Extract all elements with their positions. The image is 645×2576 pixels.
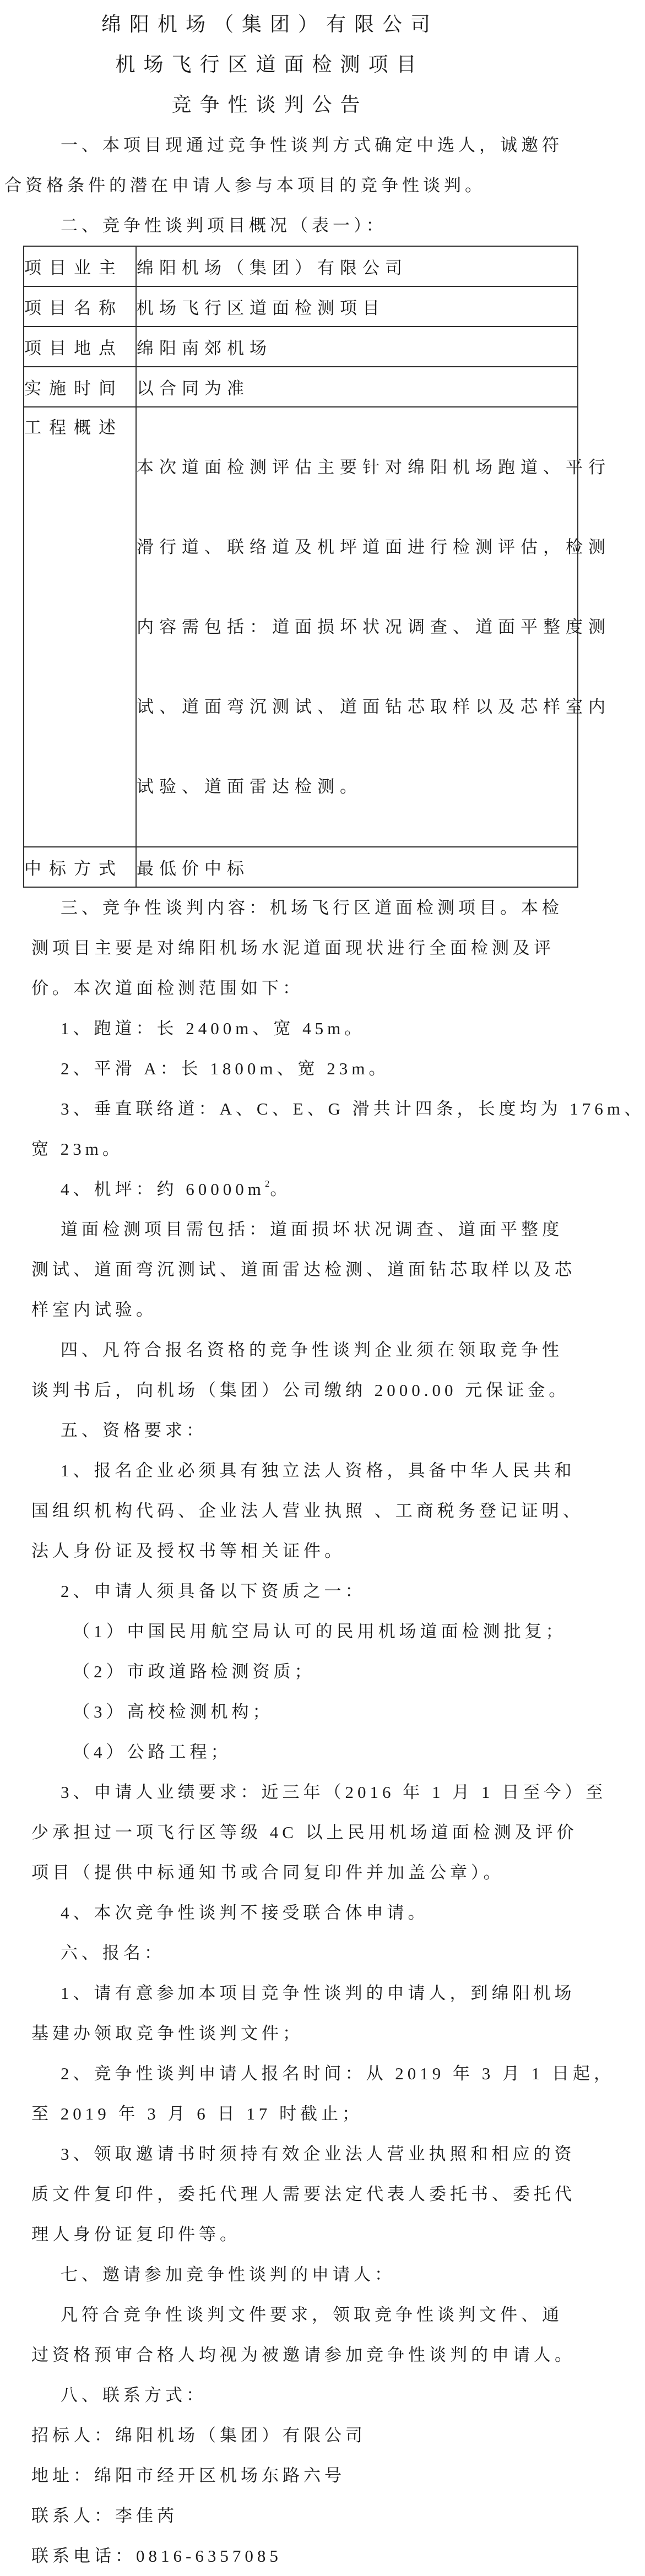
scope-description-line: 滑行道、联络道及机坪道面进行检测评估，检测 (137, 537, 611, 557)
section4-line-2: 谈判书后，向机场（集团）公司缴纳 2000.00 元保证金。 (31, 1381, 570, 1400)
section5-item3-line-2: 少承担过一项飞行区等级 4C 以上民用机场道面检测及评价 (31, 1823, 578, 1842)
table-value-schedule: 以合同为准 (136, 367, 578, 407)
intro-paragraph-1-line-2: 合资格条件的潜在申请人参与本项目的竞争性谈判。 (4, 176, 486, 195)
table-value-award-method: 最低价中标 (136, 847, 578, 887)
section3-scope-line-3: 样室内试验。 (31, 1300, 157, 1319)
section3-item-link-taxiways-line-1: 3、垂直联络道：A、C、E、G 滑共计四条，长度均为 176m、 (61, 1099, 645, 1118)
section5-item2: 2、申请人须具备以下资质之一： (61, 1582, 366, 1601)
section5-item2-sub-4: （4）公路工程； (73, 1742, 232, 1762)
section3-item-taxiway-a: 2、平滑 A：长 1800m、宽 23m。 (61, 1059, 390, 1078)
table-row (24, 246, 578, 286)
section6-heading: 六、报名： (61, 1943, 165, 1963)
table-row (24, 367, 578, 407)
contact-phone: 联系电话：0816-6357085 (31, 2546, 282, 2566)
section3-line-2: 测项目主要是对绵阳机场水泥道面现状进行全面检测及评 (31, 938, 555, 958)
section6-item3-line-3: 理人身份证复印件等。 (31, 2225, 241, 2244)
section3-item-runway: 1、跑道：长 2400m、宽 45m。 (61, 1019, 366, 1038)
scope-description-line: 试、道面弯沉测试、道面钻芯取样以及芯样室内 (137, 697, 611, 716)
section5-item2-sub-3: （3）高校检测机构； (73, 1702, 274, 1721)
section3-line-1: 三、竞争性谈判内容：机场飞行区道面检测项目。本检 (61, 898, 563, 917)
section5-item1-line-3: 法人身份证及授权书等相关证件。 (31, 1541, 345, 1561)
section5-item3-line-3: 项目（提供中标通知书或合同复印件并加盖公章）。 (31, 1863, 505, 1882)
document-title-company: 绵阳机场（集团）有限公司 (101, 13, 438, 35)
table-value-project-name: 机场飞行区道面检测项目 (136, 286, 578, 327)
section7-heading: 七、邀请参加竞争性谈判的申请人： (61, 2265, 395, 2284)
document-title-announcement: 竞争性谈判公告 (171, 94, 368, 116)
section3-scope-line-1: 道面检测项目需包括：道面损坏状况调查、道面平整度 (61, 1220, 563, 1239)
section3-item-link-taxiways-line-2: 宽 23m。 (31, 1139, 123, 1159)
section5-item3-line-1: 3、申请人业绩要求：近三年（2016 年 1 月 1 日至今）至 (61, 1782, 607, 1802)
contact-address: 地址：绵阳市经开区机场东路六号 (31, 2466, 345, 2485)
table-row (24, 286, 578, 327)
section6-item3-line-2: 质文件复印件，委托代理人需要法定代表人委托书、委托代 (31, 2184, 576, 2204)
section5-item1-line-2: 国组织机构代码、企业法人营业执照 、工商税务登记证明、 (31, 1501, 584, 1520)
section6-item3-line-1: 3、领取邀请书时须持有效企业法人营业执照和相应的资 (61, 2144, 576, 2164)
table-label-award-method: 中标方式 (24, 847, 136, 887)
section8-heading: 八、联系方式： (61, 2385, 207, 2405)
document-header (0, 4, 606, 125)
section5-item2-sub-2: （2）市政道路检测资质； (73, 1662, 316, 1681)
table-row (24, 327, 578, 367)
table-label-owner: 项目业主 (24, 246, 136, 286)
table-row (24, 407, 578, 847)
section7-line-1: 凡符合竞争性谈判文件要求，领取竞争性谈判文件、通 (61, 2305, 563, 2324)
apron-text: 4、机坪：约 60000m (61, 1180, 265, 1199)
table-label-location: 项目地点 (24, 327, 136, 367)
table-label-schedule: 实施时间 (24, 367, 136, 407)
table-label-project-name: 项目名称 (24, 286, 136, 327)
table-row (24, 847, 578, 887)
section6-item2-line-2: 至 2019 年 3 月 6 日 17 时截止； (31, 2104, 363, 2123)
section3-scope-line-2: 测试、道面弯沉测试、道面雷达检测、道面钻芯取样以及芯 (31, 1260, 576, 1279)
section3-line-3: 价。本次道面检测范围如下： (31, 979, 303, 998)
section5-item1-line-1: 1、报名企业必须具有独立法人资格，具备中华人民共和 (61, 1461, 576, 1480)
section3-item-apron (61, 1169, 606, 1209)
square-meter-superscript: 2 (264, 1178, 270, 1189)
project-overview-table (23, 246, 611, 888)
apron-text-end: 。 (270, 1180, 291, 1199)
intro-paragraph-1-line-1: 一、本项目现通过竞争性谈判方式确定中选人，诚邀符 (61, 135, 563, 155)
section5-heading: 五、资格要求： (61, 1421, 207, 1440)
section5-item2-sub-1: （1）中国民用航空局认可的民用机场道面检测批复； (73, 1622, 567, 1641)
section7-line-2: 过资格预审合格人均视为被邀请参加竞争性谈判的申请人。 (31, 2345, 576, 2365)
scope-description-line: 本次道面检测评估主要针对绵阳机场跑道、平行 (137, 458, 611, 477)
section6-item2-line-1: 2、竞争性谈判申请人报名时间：从 2019 年 3 月 1 日起， (61, 2064, 615, 2083)
table-value-owner: 绵阳机场（集团）有限公司 (136, 246, 578, 286)
table-value-scope (136, 407, 611, 847)
section5-item4: 4、本次竞争性谈判不接受联合体申请。 (61, 1903, 429, 1922)
section6-item1-line-1: 1、请有意参加本项目竞争性谈判的申请人，到绵阳机场 (61, 1983, 576, 2003)
section6-item1-line-2: 基建办领取竞争性谈判文件； (31, 2024, 303, 2043)
intro-paragraph-2: 二、竞争性谈判项目概况（表一）： (61, 216, 387, 235)
contact-bidder: 招标人：绵阳机场（集团）有限公司 (31, 2426, 366, 2445)
scope-description-line: 试验、道面雷达检测。 (137, 777, 362, 796)
table-label-scope: 工程概述 (24, 407, 136, 847)
scope-description-line: 内容需包括：道面损坏状况调查、道面平整度测 (137, 617, 611, 637)
document-title-project: 机场飞行区道面检测项目 (115, 53, 425, 75)
contact-person: 联系人：李佳芮 (31, 2506, 178, 2525)
table-value-location: 绵阳南郊机场 (136, 327, 578, 367)
section4-line-1: 四、凡符合报名资格的竞争性谈判企业须在领取竞争性 (61, 1340, 563, 1360)
